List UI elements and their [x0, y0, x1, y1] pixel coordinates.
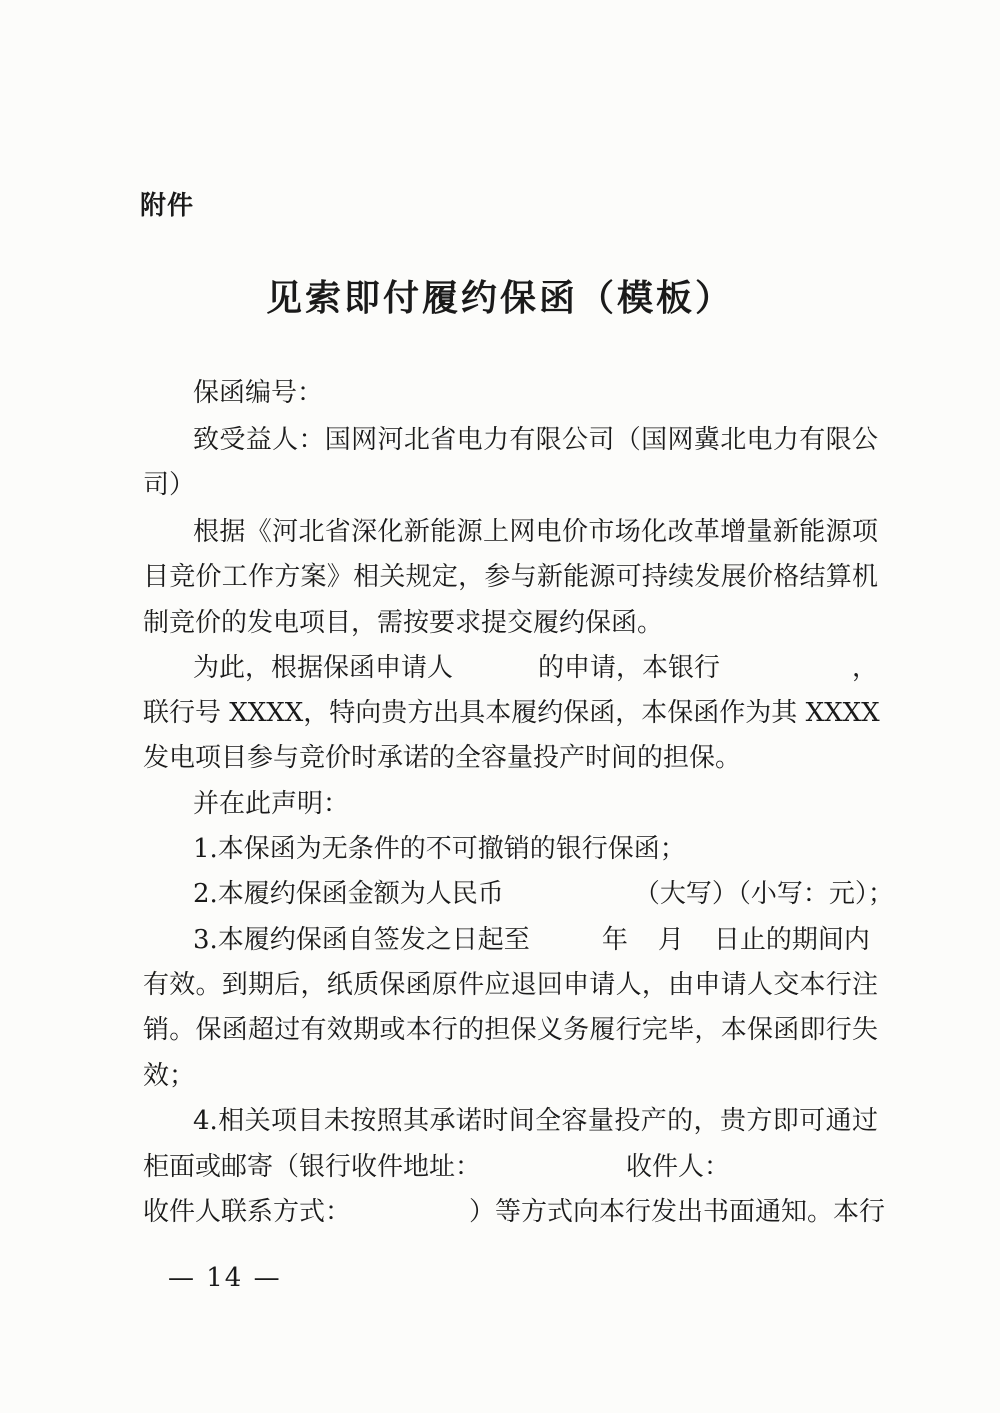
item-3-month: 月: [657, 925, 684, 955]
item-3-text-a: 3.本履约保函自签发之日起至: [193, 925, 530, 955]
document-title: 见索即付履约保函（模板）: [265, 278, 734, 319]
item-2: [193, 874, 894, 914]
paragraph-2-line-2: 联行号 XXXX，特向贵方出具本履约保函，本保函作为其 XXXX: [143, 698, 880, 728]
item-3-line-2: 有效。到期后，纸质保函原件应退回申请人，由申请人交本行注: [143, 970, 878, 1000]
item-4-text-a: 柜面或邮寄（银行收件地址：: [143, 1152, 482, 1182]
attachment-label: 附件: [140, 191, 195, 221]
paragraph-1-line-3: 制竞价的发电项目，需按要求提交履约保函。: [143, 608, 664, 638]
beneficiary-line-1: 致受益人：国网河北省电力有限公司（国网冀北电力有限公: [193, 425, 878, 455]
item-2-text-a: 2.本履约保函金额为人民币: [193, 879, 504, 909]
paragraph-1-line-2: 目竞价工作方案》相关规定，参与新能源可持续发展价格结算机: [143, 562, 878, 592]
declaration-heading: 并在此声明：: [193, 789, 350, 819]
item-4-text-d: ）等方式向本行发出书面通知。本行: [469, 1197, 886, 1227]
item-3-line-3: 销。保函超过有效期或本行的担保义务履行完毕，本保函即行失: [143, 1015, 878, 1045]
paragraph-2-line-3: 发电项目参与竞价时承诺的全容量投产时间的担保。: [143, 743, 742, 773]
item-3-line-4: 效；: [143, 1061, 196, 1091]
item-1: 1.本保函为无条件的不可撤销的银行保函；: [193, 834, 686, 864]
paragraph-1-line-1: 根据《河北省深化新能源上网电价市场化改革增量新能源项: [193, 517, 878, 547]
item-4-text-c: 收件人联系方式：: [143, 1197, 352, 1227]
paragraph-2-line-1: [193, 648, 878, 688]
item-4-line-1: 4.相关项目未按照其承诺时间全容量投产的，贵方即可通过: [193, 1106, 878, 1136]
p2-text-c: ，: [852, 653, 879, 683]
item-4-line-3: [143, 1192, 886, 1232]
item-3-year: 年: [601, 925, 628, 955]
item-4-text-b: 收件人：: [626, 1152, 731, 1182]
item-4-line-2: [143, 1147, 878, 1187]
item-3-line-1: [193, 920, 878, 960]
guarantee-number-label: 保函编号：: [193, 378, 324, 408]
page-number: — 14 —: [168, 1263, 282, 1293]
item-2-text-b: （大写）（小写：元）；: [633, 879, 894, 909]
beneficiary-line-2: 司）: [143, 470, 196, 500]
item-3-text-d: 日止的期间内: [713, 925, 870, 955]
p2-text-a: 为此，根据保函申请人: [193, 653, 454, 683]
p2-text-b: 的申请，本银行: [538, 653, 721, 683]
